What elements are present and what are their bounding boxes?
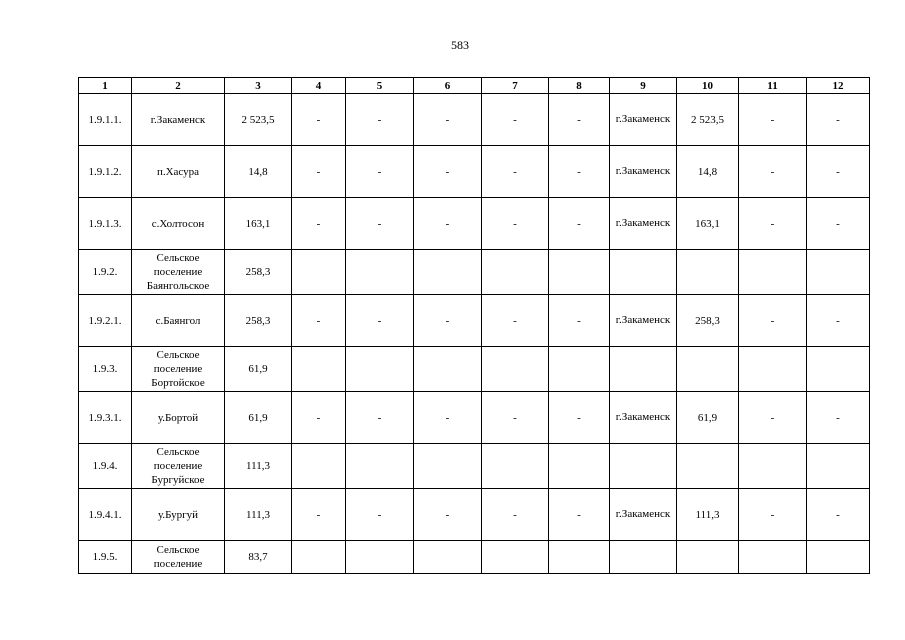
cell-value-col-8: - — [549, 198, 610, 250]
cell-value-col-3: 111,3 — [225, 444, 292, 489]
cell-value-col-12 — [807, 347, 870, 392]
cell-center-location — [610, 146, 677, 198]
cell-value-col-3: 163,1 — [225, 198, 292, 250]
column-header-11: 11 — [739, 78, 807, 94]
cell-value-col-6 — [414, 347, 482, 392]
cell-value-col-4: - — [292, 392, 346, 444]
cell-value-col-7: - — [482, 392, 549, 444]
header-row — [79, 78, 870, 94]
cell-value-col-5: - — [346, 198, 414, 250]
cell-value-col-4 — [292, 250, 346, 295]
cell-value-col-12: - — [807, 94, 870, 146]
cell-settlement-name: с.Баянгол — [132, 295, 225, 347]
cell-value-col-4: - — [292, 489, 346, 541]
cell-value-col-6: - — [414, 198, 482, 250]
table-row — [79, 295, 870, 347]
table-row — [79, 489, 870, 541]
table-row — [79, 94, 870, 146]
center-location-text: г.Закаменск — [615, 411, 671, 423]
cell-center-location — [610, 295, 677, 347]
cell-value-col-10: 111,3 — [677, 489, 739, 541]
cell-value-col-6 — [414, 250, 482, 295]
cell-center-location — [610, 541, 677, 574]
cell-value-col-7 — [482, 250, 549, 295]
cell-value-col-12: - — [807, 392, 870, 444]
cell-row-code: 1.9.1.3. — [79, 198, 132, 250]
cell-value-col-12: - — [807, 146, 870, 198]
cell-value-col-3: 111,3 — [225, 489, 292, 541]
cell-value-col-7: - — [482, 295, 549, 347]
cell-value-col-4: - — [292, 295, 346, 347]
cell-value-col-4: - — [292, 94, 346, 146]
cell-value-col-3: 2 523,5 — [225, 94, 292, 146]
table-body — [79, 94, 870, 574]
cell-value-col-6 — [414, 541, 482, 574]
cell-value-col-5 — [346, 347, 414, 392]
cell-value-col-4 — [292, 347, 346, 392]
cell-value-col-7 — [482, 541, 549, 574]
table-row — [79, 347, 870, 392]
column-header-2: 2 — [132, 78, 225, 94]
cell-value-col-11 — [739, 444, 807, 489]
cell-value-col-6: - — [414, 146, 482, 198]
cell-value-col-3: 61,9 — [225, 347, 292, 392]
cell-value-col-5: - — [346, 295, 414, 347]
cell-value-col-3: 61,9 — [225, 392, 292, 444]
cell-value-col-6: - — [414, 295, 482, 347]
cell-value-col-3: 258,3 — [225, 250, 292, 295]
column-header-3: 3 — [225, 78, 292, 94]
cell-row-code: 1.9.2. — [79, 250, 132, 295]
cell-value-col-11: - — [739, 198, 807, 250]
cell-center-location — [610, 94, 677, 146]
cell-settlement-name: г.Закаменск — [132, 94, 225, 146]
cell-value-col-10 — [677, 541, 739, 574]
cell-value-col-10: 14,8 — [677, 146, 739, 198]
cell-value-col-11: - — [739, 146, 807, 198]
cell-center-location — [610, 198, 677, 250]
cell-value-col-12 — [807, 444, 870, 489]
cell-settlement-name: Сельское поселение Баянгольское — [132, 250, 225, 295]
cell-value-col-7: - — [482, 146, 549, 198]
cell-value-col-5 — [346, 541, 414, 574]
cell-value-col-5 — [346, 250, 414, 295]
column-header-7: 7 — [482, 78, 549, 94]
cell-value-col-7: - — [482, 198, 549, 250]
table-row — [79, 444, 870, 489]
column-header-4: 4 — [292, 78, 346, 94]
column-header-6: 6 — [414, 78, 482, 94]
cell-value-col-3: 14,8 — [225, 146, 292, 198]
cell-settlement-name: Сельское поселение Бургуйское — [132, 444, 225, 489]
cell-value-col-8: - — [549, 295, 610, 347]
table-row — [79, 392, 870, 444]
cell-value-col-6: - — [414, 392, 482, 444]
cell-value-col-4 — [292, 541, 346, 574]
cell-settlement-name: у.Бортой — [132, 392, 225, 444]
cell-settlement-name: у.Бургуй — [132, 489, 225, 541]
column-header-9: 9 — [610, 78, 677, 94]
cell-center-location — [610, 250, 677, 295]
cell-value-col-11 — [739, 541, 807, 574]
table-row — [79, 198, 870, 250]
table-row — [79, 146, 870, 198]
cell-value-col-8 — [549, 541, 610, 574]
cell-value-col-12: - — [807, 489, 870, 541]
cell-row-code: 1.9.1.2. — [79, 146, 132, 198]
cell-center-location — [610, 444, 677, 489]
cell-value-col-8: - — [549, 489, 610, 541]
cell-value-col-10: 61,9 — [677, 392, 739, 444]
cell-value-col-11: - — [739, 94, 807, 146]
center-location-text: г.Закаменск — [615, 314, 671, 326]
cell-value-col-3: 83,7 — [225, 541, 292, 574]
cell-value-col-8: - — [549, 94, 610, 146]
cell-value-col-8 — [549, 347, 610, 392]
column-header-1: 1 — [79, 78, 132, 94]
data-table — [78, 77, 870, 574]
cell-value-col-10: 2 523,5 — [677, 94, 739, 146]
cell-settlement-name: с.Холтосон — [132, 198, 225, 250]
cell-value-col-11: - — [739, 392, 807, 444]
cell-value-col-7: - — [482, 94, 549, 146]
column-header-10: 10 — [677, 78, 739, 94]
cell-value-col-4: - — [292, 146, 346, 198]
cell-value-col-12 — [807, 250, 870, 295]
cell-value-col-5: - — [346, 489, 414, 541]
cell-value-col-10 — [677, 444, 739, 489]
cell-value-col-3: 258,3 — [225, 295, 292, 347]
cell-value-col-10: 258,3 — [677, 295, 739, 347]
column-header-8: 8 — [549, 78, 610, 94]
cell-value-col-7 — [482, 347, 549, 392]
cell-value-col-4 — [292, 444, 346, 489]
cell-settlement-name: Сельское поселение — [132, 541, 225, 574]
cell-value-col-5: - — [346, 94, 414, 146]
table-row — [79, 250, 870, 295]
cell-row-code: 1.9.3. — [79, 347, 132, 392]
cell-value-col-12: - — [807, 198, 870, 250]
cell-settlement-name: Сельское поселение Бортойское — [132, 347, 225, 392]
cell-value-col-6: - — [414, 489, 482, 541]
center-location-text: г.Закаменск — [615, 113, 671, 125]
cell-value-col-8 — [549, 250, 610, 295]
page-number: 583 — [451, 38, 469, 52]
cell-value-col-5: - — [346, 146, 414, 198]
cell-row-code: 1.9.5. — [79, 541, 132, 574]
cell-value-col-11 — [739, 347, 807, 392]
center-location-text: г.Закаменск — [615, 217, 671, 229]
cell-center-location — [610, 392, 677, 444]
column-header-12: 12 — [807, 78, 870, 94]
cell-center-location — [610, 489, 677, 541]
cell-value-col-11 — [739, 250, 807, 295]
cell-value-col-10 — [677, 250, 739, 295]
cell-row-code: 1.9.1.1. — [79, 94, 132, 146]
cell-center-location — [610, 347, 677, 392]
cell-settlement-name: п.Хасура — [132, 146, 225, 198]
cell-row-code: 1.9.3.1. — [79, 392, 132, 444]
cell-row-code: 1.9.4.1. — [79, 489, 132, 541]
cell-value-col-8: - — [549, 146, 610, 198]
center-location-text: г.Закаменск — [615, 508, 671, 520]
cell-value-col-5: - — [346, 392, 414, 444]
cell-value-col-8 — [549, 444, 610, 489]
cell-value-col-12 — [807, 541, 870, 574]
center-location-text: г.Закаменск — [615, 165, 671, 177]
cell-row-code: 1.9.4. — [79, 444, 132, 489]
cell-value-col-6: - — [414, 94, 482, 146]
cell-value-col-7 — [482, 444, 549, 489]
cell-value-col-10: 163,1 — [677, 198, 739, 250]
table-row — [79, 541, 870, 574]
cell-value-col-5 — [346, 444, 414, 489]
cell-value-col-11: - — [739, 295, 807, 347]
cell-value-col-11: - — [739, 489, 807, 541]
cell-value-col-6 — [414, 444, 482, 489]
cell-value-col-12: - — [807, 295, 870, 347]
cell-row-code: 1.9.2.1. — [79, 295, 132, 347]
cell-value-col-4: - — [292, 198, 346, 250]
cell-value-col-10 — [677, 347, 739, 392]
cell-value-col-8: - — [549, 392, 610, 444]
column-header-5: 5 — [346, 78, 414, 94]
cell-value-col-7: - — [482, 489, 549, 541]
